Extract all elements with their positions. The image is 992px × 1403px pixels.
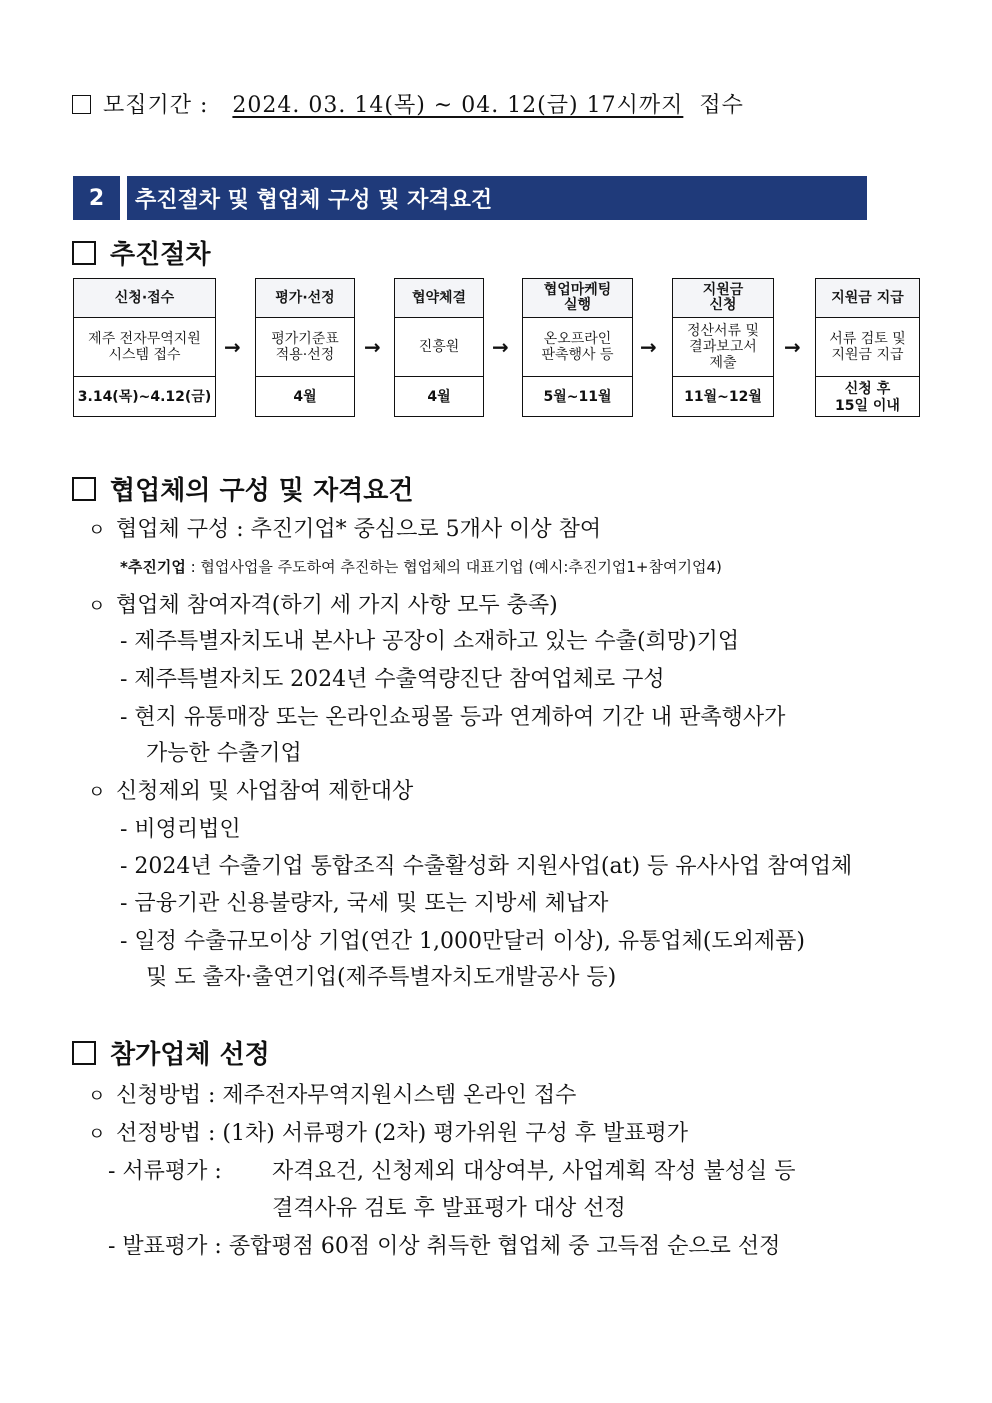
procedure-heading-line (72, 234, 210, 271)
recruit-period-line (72, 88, 744, 119)
step-period: 4월 (293, 389, 317, 405)
list-item: - 제주특별자치도내 본사나 공장이 소재하고 있는 수출(희망)기업 (120, 629, 740, 654)
procedure-step (394, 278, 484, 417)
recruit-suffix: 접수 (699, 93, 744, 118)
exclusion-text: 신청제외 및 사업참여 제한대상 (116, 779, 414, 804)
note-term: *추진기업 (120, 558, 186, 576)
list-item: 및 도 출자·출연기업(제주특별자치도개발공사 등) (146, 965, 617, 990)
recruit-label: 모집기간 : (103, 93, 209, 118)
step-desc: 제주 전자무역지원 시스템 접수 (74, 318, 215, 377)
checkbox-square-icon (72, 477, 96, 501)
consortium-composition (88, 512, 601, 543)
procedure-step (815, 278, 920, 417)
doc-eval-line-2: 결격사유 검토 후 발표평가 대상 선정 (272, 1196, 626, 1221)
list-item: - 비영리법인 (120, 817, 241, 842)
doc-eval-label: - 서류평가 : (108, 1159, 222, 1184)
list-item: - 제주특별자치도 2024년 수출역량진단 참여업체로 구성 (120, 667, 665, 692)
bullet: ㅇ (88, 1124, 106, 1145)
bullet: ㅇ (88, 1086, 106, 1107)
bullet: ㅇ (88, 520, 106, 541)
step-desc: 평가기준표 적용·선정 (256, 318, 354, 377)
procedure-step (73, 278, 216, 417)
section-title: 추진절차 및 협업체 구성 및 자격요건 (127, 176, 867, 220)
doc-eval-line-1: 자격요건, 신청제외 대상여부, 사업계획 작성 불성실 등 (272, 1159, 796, 1184)
arrow-right-icon: → (224, 335, 241, 359)
selection-select-method (88, 1116, 688, 1147)
step-title: 협약체결 (395, 279, 483, 318)
bullet: ㅇ (88, 596, 106, 617)
procedure-step (255, 278, 355, 417)
arrow-right-icon: → (640, 335, 657, 359)
checkbox-square-icon (72, 1041, 96, 1065)
step-title: 신청·접수 (74, 279, 215, 318)
bullet: ㅇ (88, 782, 106, 803)
selection-heading: 참가업체 선정 (110, 1040, 270, 1070)
step-desc: 진흥원 (395, 318, 483, 377)
step-title: 지원금 지급 (816, 279, 919, 318)
procedure-heading: 추진절차 (110, 240, 211, 270)
procedure-step (522, 278, 633, 417)
consortium-exclusion (88, 774, 413, 805)
step-desc: 정산서류 및 결과보고서 제출 (673, 318, 773, 377)
step-desc: 온오프라인 판촉행사 등 (523, 318, 632, 377)
consortium-note (120, 556, 722, 577)
apply-method-text: 신청방법 : 제주전자무역지원시스템 온라인 접수 (116, 1083, 577, 1108)
selection-apply-method (88, 1078, 576, 1109)
step-desc: 서류 검토 및 지원금 지급 (816, 318, 919, 377)
consortium-heading-line (72, 470, 413, 507)
consortium-qualification (88, 588, 558, 619)
step-period: 5월~11월 (543, 389, 612, 405)
note-text: : 협업사업을 주도하여 추진하는 협업체의 대표기업 (예시:추진기업1+참여기업4) (185, 558, 722, 576)
section-number: 2 (73, 176, 120, 220)
step-period: 11월~12월 (684, 389, 762, 405)
list-item: - 2024년 수출기업 통합조직 수출활성화 지원사업(at) 등 유사사업 참여업체 (120, 854, 853, 879)
select-method-text: 선정방법 : (1차) 서류평가 (2차) 평가위원 구성 후 발표평가 (116, 1121, 688, 1146)
list-item: - 금융기관 신용불량자, 국세 및 또는 지방세 체납자 (120, 891, 609, 916)
consortium-heading: 협업체의 구성 및 자격요건 (110, 476, 414, 506)
composition-text: 협업체 구성 : 추진기업* 중심으로 5개사 이상 참여 (116, 517, 602, 542)
list-item: - 현지 유통매장 또는 온라인쇼핑몰 등과 연계하여 기간 내 판촉행사가 (120, 705, 786, 730)
recruit-period: 2024. 03. 14(목) ~ 04. 12(금) 17시까지 (232, 93, 684, 118)
procedure-step (672, 278, 774, 417)
step-title: 지원금 신청 (673, 279, 773, 318)
checkbox-square-icon (72, 241, 96, 265)
step-period: 3.14(목)~4.12(금) (77, 389, 212, 405)
checkbox-square-icon (72, 95, 91, 114)
arrow-right-icon: → (364, 335, 381, 359)
list-item: - 일정 수출규모이상 기업(연간 1,000만달러 이상), 유통업체(도외제품) (120, 929, 806, 954)
selection-heading-line (72, 1034, 270, 1071)
presentation-eval: - 발표평가 : 종합평점 60점 이상 취득한 협업체 중 고득점 순으로 선정 (108, 1234, 781, 1259)
step-period: 신청 후 15일 이내 (835, 380, 900, 414)
step-period: 4월 (427, 389, 451, 405)
step-title: 평가·선정 (256, 279, 354, 318)
arrow-right-icon: → (492, 335, 509, 359)
list-item: 가능한 수출기업 (146, 741, 302, 766)
step-title: 협업마케팅 실행 (523, 279, 632, 318)
qualification-text: 협업체 참여자격(하기 세 가지 사항 모두 충족) (116, 593, 558, 618)
arrow-right-icon: → (784, 335, 801, 359)
